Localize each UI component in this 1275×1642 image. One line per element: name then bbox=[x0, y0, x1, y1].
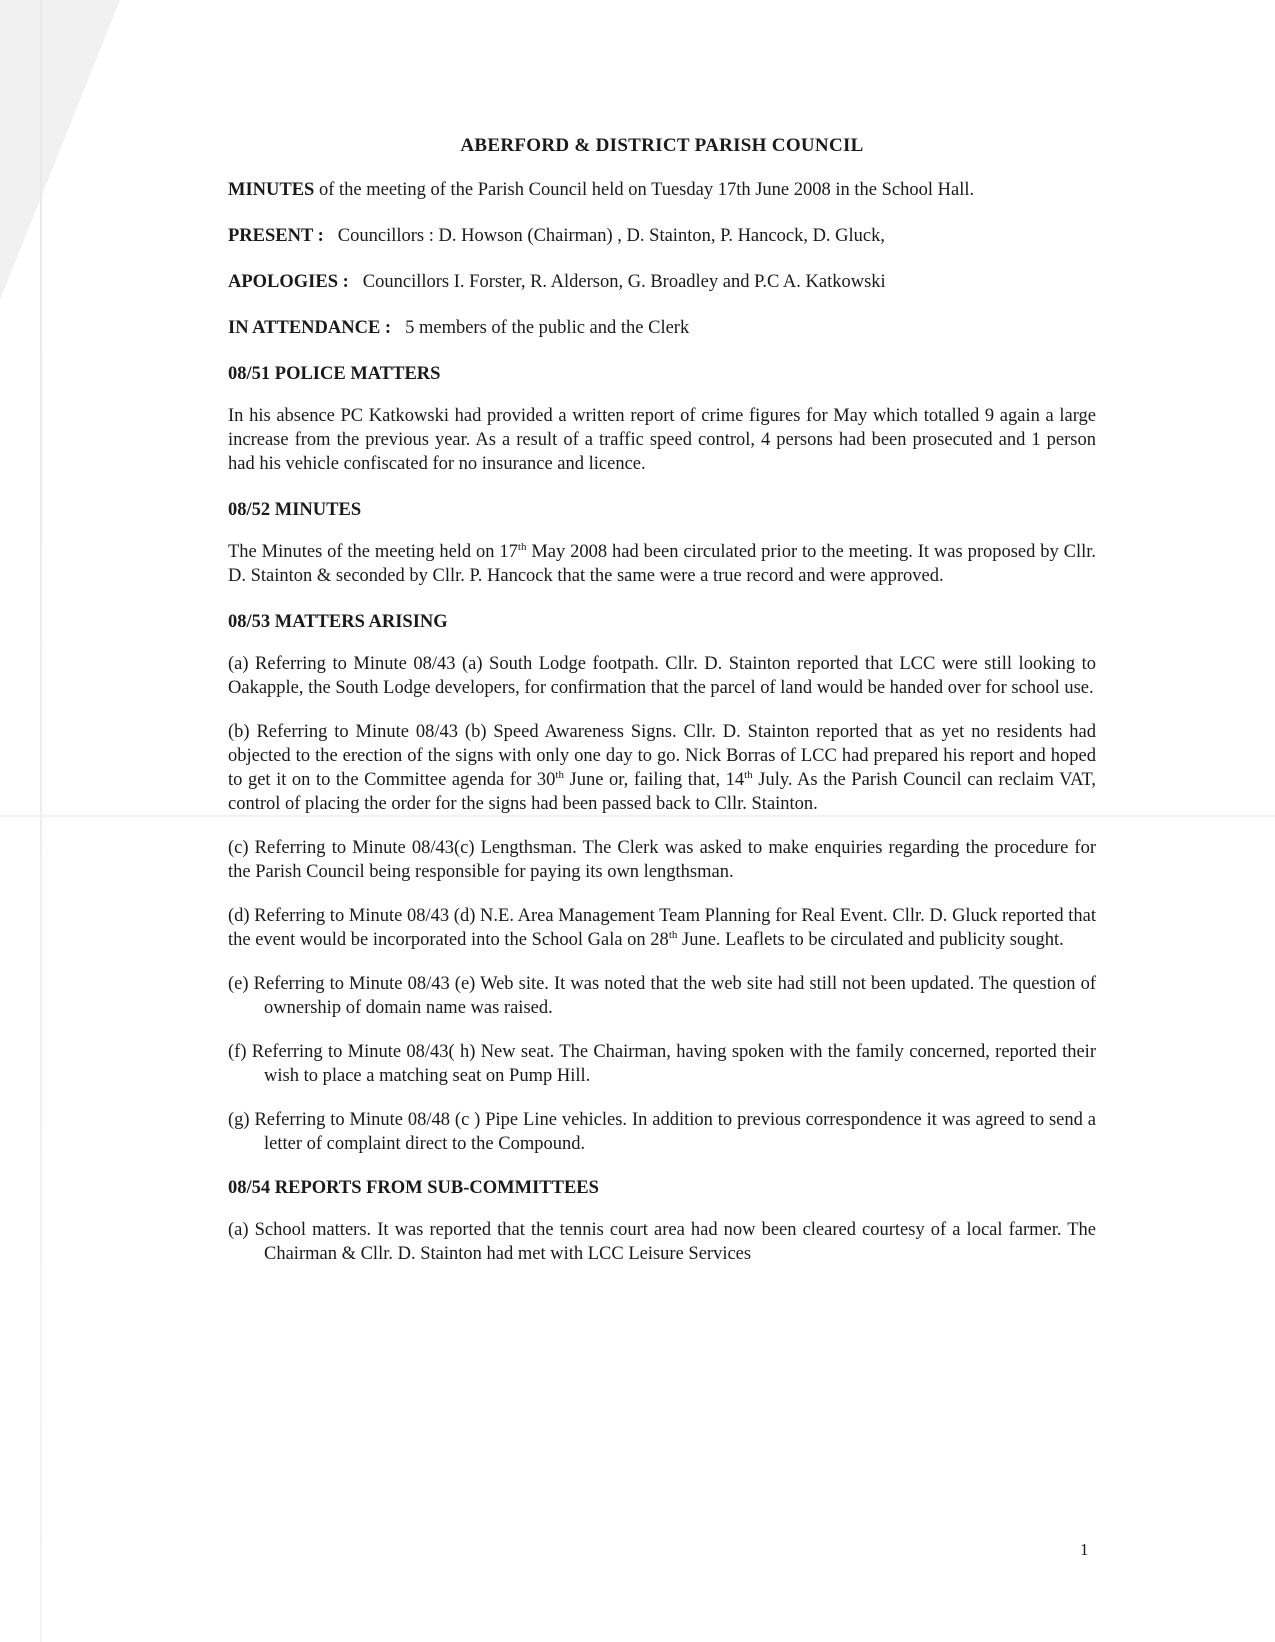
item-d-text-1: (d) Referring to Minute 08/43 (d) N.E. Area Management Team Planning for Real Event. Cllr. D. Gluck reported that the event would be incorporated into the School Gala on 28 bbox=[228, 906, 1096, 950]
minutes-text-a: The Minutes of the meeting held on 17 bbox=[228, 542, 518, 562]
minutes-intro bbox=[228, 178, 1096, 202]
matters-item-c: (c) Referring to Minute 08/43(c) Lengthsman. The Clerk was asked to make enquiries regarding the procedure for the Parish Council being responsible for paying its own lengthsman. bbox=[228, 838, 1096, 882]
section-heading-minutes: 08/52 MINUTES bbox=[228, 500, 362, 520]
ordinal-suffix: th bbox=[668, 928, 678, 941]
matters-item-g: (g) Referring to Minute 08/48 (c ) Pipe Line vehicles. In addition to previous correspondence it was agreed to send a letter of complaint direct to the Compound. bbox=[228, 1110, 1096, 1154]
item-b-text-3: July. As the Parish Council can reclaim VAT, control of placing the order for the signs had been passed back to Cllr. Stainton. bbox=[228, 770, 1096, 814]
matters-item-d bbox=[228, 904, 1096, 952]
attendance-line bbox=[228, 316, 1096, 340]
intro-label: MINUTES bbox=[228, 180, 315, 200]
section-body-minutes bbox=[228, 540, 1096, 588]
section-body-police: In his absence PC Katkowski had provided a written report of crime figures for May which totalled 9 again a large increase from the previous year. As a result of a traffic speed control, 4 persons had been prosecuted and 1 person had his vehicle confiscated for no insurance and licence. bbox=[228, 406, 1096, 474]
section-heading-sub-committees: 08/54 REPORTS FROM SUB-COMMITTEES bbox=[228, 1178, 599, 1198]
paper-crease-vertical bbox=[40, 0, 42, 1642]
matters-item-b bbox=[228, 720, 1096, 816]
item-d-text-2: June. Leaflets to be circulated and publicity sought. bbox=[677, 930, 1064, 950]
present-line bbox=[228, 224, 1096, 248]
ordinal-suffix: th bbox=[555, 768, 564, 781]
matters-item-f: (f) Referring to Minute 08/43( h) New seat. The Chairman, having spoken with the family concerned, reported their wish to place a matching seat on Pump Hill. bbox=[228, 1042, 1096, 1086]
item-b-text-1: (b) Referring to Minute 08/43 (b) Speed Awareness Signs. Cllr. D. Stainton reported that as yet no residents had objected to the erection of the signs with only one day to go. Nick Borras of LCC had prepared his report and hoped to get it on to the Committee agenda for 30 bbox=[228, 722, 1096, 790]
attendance-text: 5 members of the public and the Clerk bbox=[405, 318, 690, 338]
page-fold-shadow bbox=[0, 0, 120, 300]
minutes-document bbox=[228, 134, 1096, 1266]
matters-item-e: (e) Referring to Minute 08/43 (e) Web site. It was noted that the web site had still not been updated. The question of ownership of domain name was raised. bbox=[228, 974, 1096, 1018]
page-number: 1 bbox=[1080, 1540, 1089, 1559]
present-label: PRESENT : bbox=[228, 226, 324, 246]
minutes-text-b: May 2008 had been circulated prior to the meeting. It was proposed by Cllr. D. Stainton & seconded by Cllr. P. Hancock that the same were a true record and were approved. bbox=[228, 542, 1097, 586]
present-text: Councillors : D. Howson (Chairman) , D. Stainton, P. Hancock, D. Gluck, bbox=[337, 226, 886, 246]
apologies-label: APOLOGIES : bbox=[228, 272, 349, 292]
section-heading-matters-arising: 08/53 MATTERS ARISING bbox=[228, 612, 448, 632]
ordinal-suffix: th bbox=[517, 540, 527, 553]
intro-text: of the meeting of the Parish Council held on Tuesday 17th June 2008 in the School Hall. bbox=[314, 180, 975, 200]
sub-committee-item-a: (a) School matters. It was reported that the tennis court area had now been cleared courtesy of a local farmer. The Chairman & Cllr. D. Stainton had met with LCC Leisure Services bbox=[228, 1220, 1096, 1264]
apologies-text: Councillors I. Forster, R. Alderson, G. Broadley and P.C A. Katkowski bbox=[362, 272, 886, 292]
matters-item-a: (a) Referring to Minute 08/43 (a) South Lodge footpath. Cllr. D. Stainton reported that LCC were still looking to Oakapple, the South Lodge developers, for confirmation that the parcel of land would be handed over for school use. bbox=[228, 654, 1096, 698]
ordinal-suffix: th bbox=[744, 768, 753, 781]
attendance-label: IN ATTENDANCE : bbox=[228, 318, 392, 338]
item-b-text-2: June or, failing that, 14 bbox=[563, 770, 745, 790]
apologies-line bbox=[228, 270, 1096, 294]
section-heading-police: 08/51 POLICE MATTERS bbox=[228, 364, 441, 384]
document-title: ABERFORD & DISTRICT PARISH COUNCIL bbox=[460, 135, 864, 156]
